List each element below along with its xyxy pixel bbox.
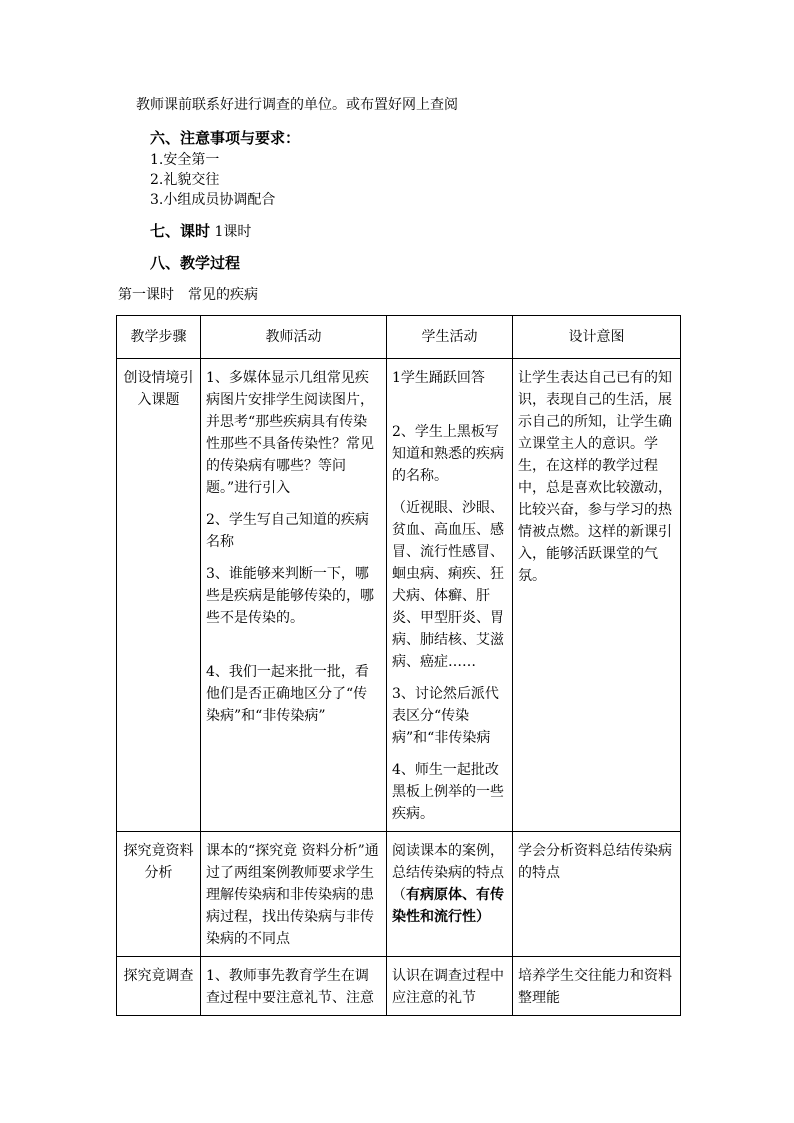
row1-student-p3: （近视眼、沙眼、贫血、高血压、感冒、流行性感冒、蛔虫病、痢疾、狂犬病、体癣、肝炎、甲型肝炎、胃病、肺结核、艾滋病、癌症…… xyxy=(392,500,504,670)
header-intent: 设计意图 xyxy=(513,316,681,359)
row1-step: 创设情境引入课题 xyxy=(117,359,201,832)
row1-student xyxy=(387,359,513,832)
row1-teacher-p2: 2、学生写自己知道的疾病名称 xyxy=(206,512,369,550)
row3-teacher: 1、教师事先教育学生在调查过程中要注意礼节、注意 xyxy=(201,957,387,1016)
row2-student-text: 阅读课本的案例，总结传染病的特点（ xyxy=(392,843,504,903)
section6-heading: 六、注意事项与要求： xyxy=(150,129,301,147)
lesson-title: 第一课时 常见的疾病 xyxy=(118,287,258,303)
row1-teacher-p4: 4、我们一起来批一批，看他们是否正确地区分了“传染病”和“非传染病” xyxy=(206,664,369,724)
row1-student-p5: 4、师生一起批改黑板上例举的一些疾病。 xyxy=(392,762,504,822)
row1-student-p1: 1学生踊跃回答 xyxy=(392,370,485,386)
header-step: 教学步骤 xyxy=(117,316,201,359)
row2-student xyxy=(387,832,513,957)
table-row xyxy=(117,832,681,957)
section6-item-3: 3.小组成员协调配合 xyxy=(150,192,276,208)
row1-student-p4: 3、讨论然后派代表区分“传染病”和“非传染病 xyxy=(392,686,499,746)
row2-student-bold: 有病原体、有传染性和流行性） xyxy=(392,887,504,925)
section7 xyxy=(150,221,251,242)
header-teacher: 教师活动 xyxy=(201,316,387,359)
row2-intent: 学会分析资料总结传染病的特点 xyxy=(513,832,681,957)
row3-student: 认识在调查过程中应注意的礼节 xyxy=(387,957,513,1016)
section6-item-1: 1.安全第一 xyxy=(150,152,220,168)
intro-line: 教师课前联系好进行调查的单位。或布置好网上查阅 xyxy=(136,97,458,113)
row3-step: 探究竟调查 xyxy=(117,957,201,1016)
row1-teacher-p1: 1、多媒体显示几组常见疾病图片安排学生阅读图片，并思考“那些疾病具有传染性那些不具备传染性？常见的传染病有哪些？等问题。”进行引入 xyxy=(206,370,374,496)
row1-teacher xyxy=(201,359,387,832)
section7-heading: 七、课时 xyxy=(150,222,211,240)
table-row xyxy=(117,957,681,1016)
row2-step: 探究竟资料分析 xyxy=(117,832,201,957)
row2-teacher: 课本的“探究竟 资料分析”通过了两组案例教师要求学生理解传染病和非传染病的患病过程，找出传染病与非传染病的不同点 xyxy=(201,832,387,957)
row1-intent: 让学生表达自己已有的知识，表现自己的生活，展示自己的所知，让学生确立课堂主人的意识。学生，在这样的教学过程中，总是喜欢比较激动，比较兴奋，参与学习的热情被点燃。这样的新课引入，能够活跃课堂的气氛。 xyxy=(513,359,681,832)
section6-item-2: 2.礼貌交往 xyxy=(150,172,220,188)
table-row xyxy=(117,359,681,832)
table-header-row xyxy=(117,316,681,359)
row1-student-p2: 2、学生上黑板写知道和熟悉的疾病的名称。 xyxy=(392,424,504,484)
header-student: 学生活动 xyxy=(387,316,513,359)
row1-teacher-p3: 3、谁能够来判断一下，哪些是疾病是能够传染的，哪些不是传染的。 xyxy=(206,566,374,626)
lesson-table xyxy=(116,315,681,1016)
section7-value: 1课时 xyxy=(214,224,252,240)
row3-intent: 培养学生交往能力和资料整理能 xyxy=(513,957,681,1016)
section8-heading: 八、教学过程 xyxy=(150,254,241,272)
